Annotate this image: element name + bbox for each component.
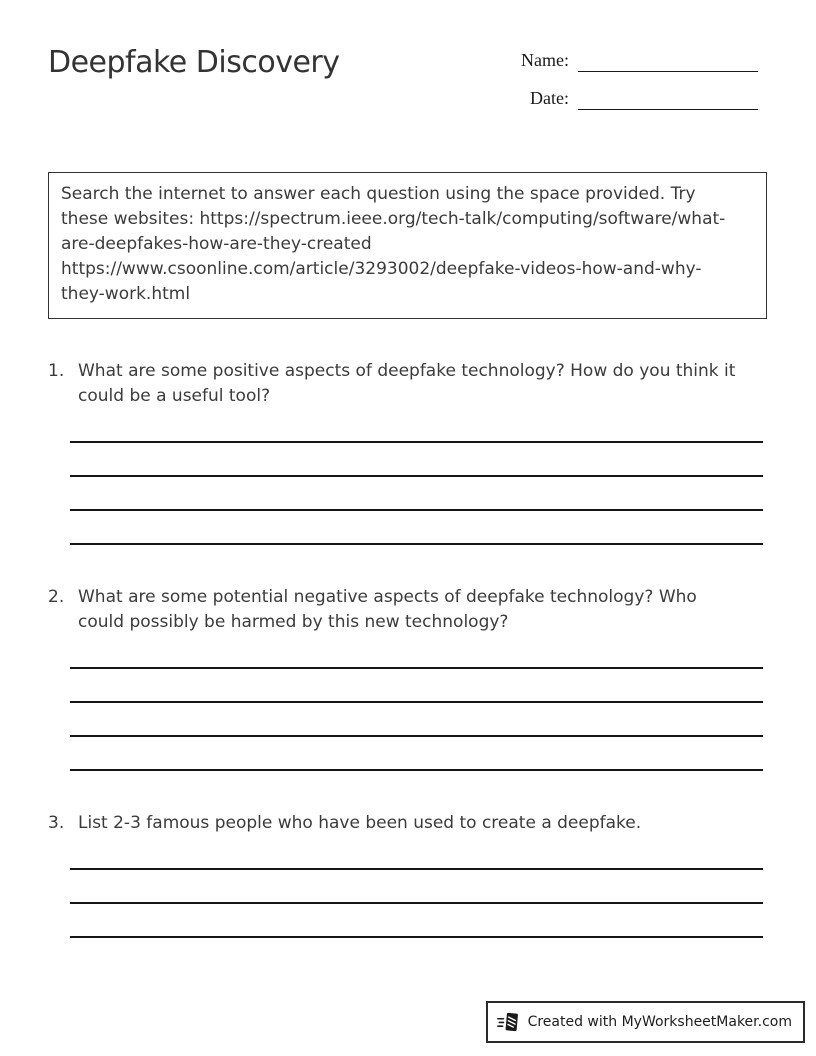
answer-line[interactable] bbox=[70, 836, 763, 870]
answer-line[interactable] bbox=[70, 669, 763, 703]
date-label: Date: bbox=[530, 88, 569, 108]
question-3-row bbox=[48, 811, 768, 836]
answer-line[interactable] bbox=[70, 443, 763, 477]
question-1-text: What are some positive aspects of deepfake technology? How do you think it could be a useful tool? bbox=[78, 361, 736, 406]
answer-line[interactable] bbox=[70, 703, 763, 737]
answer-line[interactable] bbox=[70, 477, 763, 511]
question-1-row bbox=[48, 359, 768, 409]
question-2-text: What are some potential negative aspects of deepfake technology? Who could possibly be harmed by this new technology? bbox=[78, 587, 697, 632]
question-3-text: List 2-3 famous people who have been used to create a deepfake. bbox=[78, 813, 642, 833]
question-2-number: 2. bbox=[48, 587, 65, 607]
instructions-box bbox=[48, 172, 767, 319]
name-field-row bbox=[517, 50, 758, 71]
answer-line[interactable] bbox=[70, 904, 763, 938]
question-1 bbox=[48, 359, 768, 545]
questions-list bbox=[48, 359, 768, 938]
date-field-row bbox=[517, 88, 758, 109]
question-1-number: 1. bbox=[48, 361, 65, 381]
question-1-answer-area bbox=[70, 409, 763, 545]
answer-line[interactable] bbox=[70, 737, 763, 771]
question-3-answer-area bbox=[70, 836, 763, 938]
answer-line[interactable] bbox=[70, 870, 763, 904]
worksheet-header bbox=[48, 46, 768, 126]
question-2 bbox=[48, 585, 768, 771]
page-title: Deepfake Discovery bbox=[48, 45, 340, 80]
name-label: Name: bbox=[521, 50, 569, 70]
worksheet-maker-credit-badge[interactable] bbox=[486, 1001, 805, 1043]
answer-line[interactable] bbox=[70, 511, 763, 545]
date-input-line[interactable] bbox=[578, 109, 758, 110]
answer-line[interactable] bbox=[70, 635, 763, 669]
question-2-answer-area bbox=[70, 635, 763, 771]
answer-line[interactable] bbox=[70, 409, 763, 443]
question-3 bbox=[48, 811, 768, 938]
name-date-block bbox=[517, 50, 758, 126]
question-2-row bbox=[48, 585, 768, 635]
question-3-number: 3. bbox=[48, 813, 65, 833]
credit-text: Created with MyWorksheetMaker.com bbox=[527, 1014, 792, 1030]
flying-worksheet-logo-icon bbox=[497, 1010, 521, 1034]
instructions-text: Search the internet to answer each question using the space provided. Try these websites: https://spectrum.ieee.org/tech-talk/computing/software/what-are-deepfakes-how-are-they-created https://www.csoonline.com/article/3293002/deepfake-videos-how-and-why-they-work.html bbox=[61, 184, 726, 304]
name-input-line[interactable] bbox=[578, 71, 758, 72]
